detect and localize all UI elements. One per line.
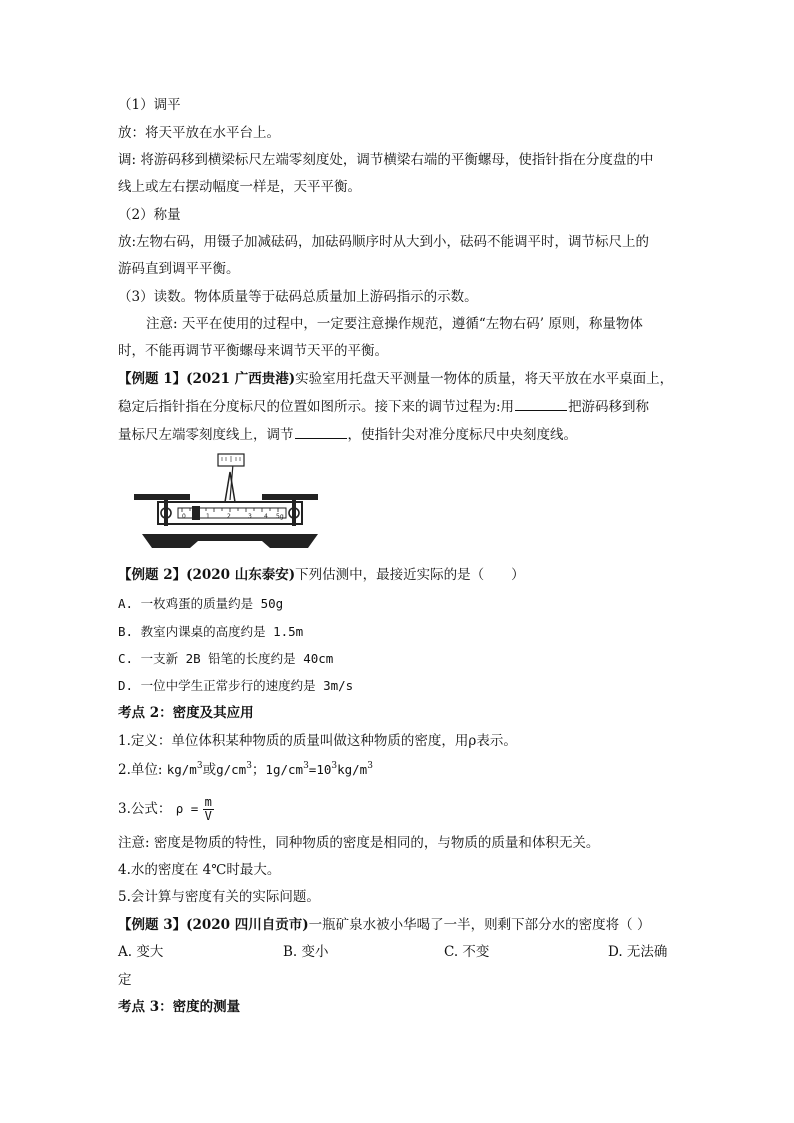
formula-fraction xyxy=(203,796,214,823)
example-1-text-b: 稳定后指针指在分度标尺的位置如图所示。接下来的调节过程为:用 xyxy=(118,399,515,415)
units-sep: ； xyxy=(251,762,266,778)
formula-rho: ρ = xyxy=(175,801,199,816)
balance-base xyxy=(142,534,318,548)
example-1-line-1 xyxy=(118,370,678,388)
example-3-source: (2020 四川自贡市) xyxy=(186,917,309,933)
para-3: 调: 将游码移到横梁标尺左端零刻度处，调节横梁右端的平衡螺母，使指针指在分度盘的中 xyxy=(118,152,654,168)
example-1-text-c: 把游码移到称 xyxy=(568,399,650,415)
para-9: 注意: 天平在使用的过程中，一定要注意操作规范，遵循“左物右码’ 原则，称量物体 xyxy=(146,316,643,332)
para-5: （2）称量 xyxy=(118,207,181,223)
tick-label-5: 5g xyxy=(276,513,284,520)
para-4: 线上或左右摆动幅度一样是，天平平衡。 xyxy=(118,179,361,195)
exp-1: 3 xyxy=(196,761,203,771)
formula-prefix: 3.公式： xyxy=(118,801,172,817)
exp-5: 3 xyxy=(367,761,373,771)
water-density-point: 4.水的密度在 4℃时最大。 xyxy=(118,862,281,878)
units-prefix: 2.单位: xyxy=(118,762,163,778)
tick-label-4: 4 xyxy=(264,513,268,520)
example-1-line-2 xyxy=(118,397,678,416)
exp-4: 3 xyxy=(331,761,338,771)
right-pan xyxy=(262,494,318,500)
formula-denominator: V xyxy=(204,809,212,823)
example-1-tag: 【例题 1】 xyxy=(118,371,187,387)
unit-conversion-eq: =10 xyxy=(308,762,332,777)
section-title-kp2: 考点 2：密度及其应用 xyxy=(118,705,254,721)
option-c[interactable]: C. 一支新 2B 铅笔的长度约是 40cm xyxy=(118,651,334,666)
exp-2: 3 xyxy=(246,761,252,771)
answer-blank-1[interactable] xyxy=(515,397,567,411)
example-1-text-d: 量标尺左端零刻度线上，调节 xyxy=(118,427,294,443)
example-2-source: (2020 山东泰安) xyxy=(186,567,296,583)
unit-conversion-right: kg/m xyxy=(337,762,368,777)
section-title-kp3: 考点 3：密度的测量 xyxy=(118,999,241,1015)
example-2-text: 下列估测中，最接近实际的是（ ） xyxy=(295,567,525,583)
para-1: （1）调平 xyxy=(118,97,181,113)
example-2-line xyxy=(118,566,678,584)
answer-blank-2[interactable] xyxy=(295,425,347,439)
example-1-source: (2021 广西贵港) xyxy=(186,371,296,387)
example-3-tag: 【例题 3】 xyxy=(118,917,187,933)
unit-kg-m3: kg/m xyxy=(166,762,197,777)
example-1-line-3 xyxy=(118,425,678,444)
density-note: 注意: 密度是物质的特性，同种物质的密度是相同的，与物质的质量和体积无关。 xyxy=(118,835,600,851)
tick-label-1: 1 xyxy=(206,513,210,520)
para-8: （3）读数。物体质量等于砝码总质量加上游码指示的示数。 xyxy=(118,289,478,305)
option-3b[interactable]: B. 变小 xyxy=(283,944,329,960)
density-definition: 1.定义：单位体积某种物质的质量叫做这种物质的密度，用ρ表示。 xyxy=(118,733,517,749)
balance-figure xyxy=(130,452,330,552)
example-1-text-e: ，使指针尖对准分度标尺中央刻度线。 xyxy=(347,427,577,443)
calculation-point: 5.会计算与密度有关的实际问题。 xyxy=(118,889,320,905)
example-3-line xyxy=(118,916,678,934)
tick-label-3: 3 xyxy=(248,513,252,520)
example-3-options xyxy=(118,943,678,961)
formula-numerator: m xyxy=(204,795,212,809)
para-7: 游码直到调平平衡。 xyxy=(118,261,240,277)
rider-weight[interactable] xyxy=(192,506,200,520)
density-formula xyxy=(118,794,678,824)
unit-conversion-left: 1g/cm xyxy=(265,762,304,777)
density-units xyxy=(118,761,678,779)
option-a[interactable]: A. 一枚鸡蛋的质量约是 50g xyxy=(118,596,284,611)
option-3a[interactable]: A. 变大 xyxy=(118,944,164,960)
units-or: 或 xyxy=(202,762,217,778)
example-2-tag: 【例题 2】 xyxy=(118,567,187,583)
tick-label-2: 2 xyxy=(227,513,231,520)
pointer xyxy=(230,464,233,500)
option-d[interactable]: D. 一位中学生正常步行的速度约是 3m/s xyxy=(118,678,354,693)
tick-label-0: 0 xyxy=(182,513,186,520)
left-pan xyxy=(134,494,190,500)
option-3c[interactable]: C. 不变 xyxy=(444,944,490,960)
para-10: 时，不能再调节平衡螺母来调节天平的平衡。 xyxy=(118,343,388,359)
unit-g-cm3: g/cm xyxy=(216,762,247,777)
para-6: 放:左物右码，用镊子加减砝码，加砝码顺序时从大到小，砝码不能调平时，调节标尺上的 xyxy=(118,234,650,250)
example-1-text-a: 实验室用托盘天平测量一物体的质量，将天平放在水平桌面上， xyxy=(295,371,674,387)
option-3d[interactable]: D. 无法确 xyxy=(608,944,668,960)
option-b[interactable]: B. 教室内课桌的高度约是 1.5m xyxy=(118,624,304,639)
exp-3: 3 xyxy=(303,761,309,771)
para-2: 放：将天平放在水平台上。 xyxy=(118,125,280,141)
example-3-text: 一瓶矿泉水被小华喝了一半，则剩下部分水的密度将（ ） xyxy=(308,917,651,933)
option-3d-wrap: 定 xyxy=(118,972,132,988)
